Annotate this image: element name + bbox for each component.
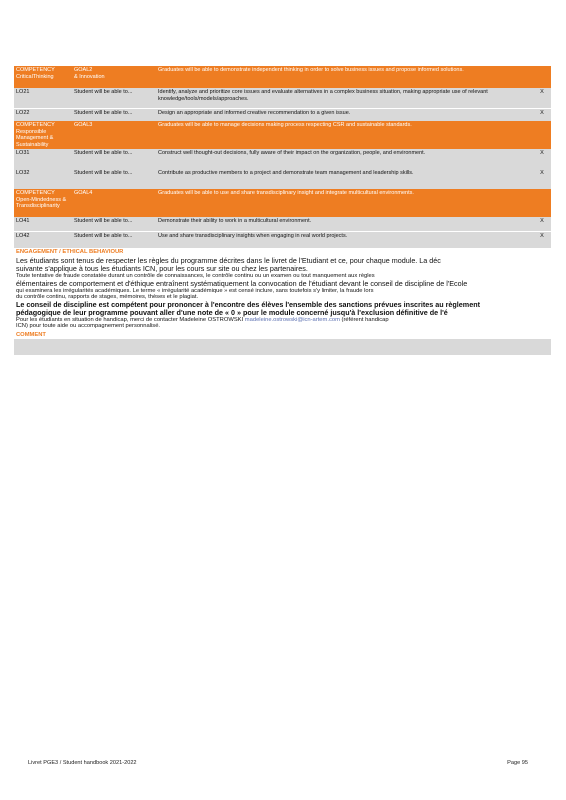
engagement-p2c: qui examinera les irrégularités académiques. Le terme « irrégularité académique » est censé inclure, sans toutefois s'y limiter, la fraude lors — [16, 287, 374, 294]
engagement-p2b: élémentaires de comportement et d'éthique entraînent systématiquement la convocation de l'étudiant devant le conseil de discipline de l'Ecole — [16, 279, 468, 288]
lo-lead: Student will be able to... — [74, 233, 133, 239]
page-number: Page 95 — [507, 760, 528, 766]
lo-description: Identify, analyze and prioritize core issues and evaluate alternatives in a complex business situation, making appropriate use of relevant knowledge/tools/models/approaches. — [158, 89, 488, 102]
page-footer — [28, 760, 528, 766]
table-row — [14, 149, 551, 169]
engagement-p4-tail: (référent handicap — [341, 316, 389, 323]
comment-box — [14, 339, 551, 355]
lo-lead: Student will be able to... — [74, 150, 133, 156]
engagement-p3b: pédagogique de leur programme pouvant aller d'une note de « 0 » pour le module concerné jusqu'à l'exclusion définitive de l'é — [16, 308, 448, 317]
lo-code: LO21 — [16, 89, 30, 95]
handicap-contact-link[interactable]: madeleine.ostrowski@icn-artem.com — [244, 316, 340, 323]
goal2-description: Graduates will be able to demonstrate independent thinking in order to solve business issues and propose informed solutions. — [158, 67, 464, 73]
lo-mark: X — [540, 170, 544, 176]
goal3-description: Graduates will be able to manage decisions making process respecting CSR and sustainable standards. — [158, 122, 412, 128]
lo-description: Demonstrate their ability to work in a multicultural environment. — [158, 218, 312, 224]
lo-mark: X — [540, 233, 544, 239]
lo-description: Use and share transdisciplinary insights when engaging in real world projects. — [158, 233, 348, 239]
lo-lead: Student will be able to... — [74, 218, 133, 224]
lo-mark: X — [540, 150, 544, 156]
lo-mark: X — [540, 110, 544, 116]
goal4-competency: COMPETENCY Open-Mindedness & Transdisciplinarity — [16, 190, 67, 209]
goal3-competency: COMPETENCY Responsible Management & Sustainability — [16, 122, 55, 148]
goal3-header — [14, 121, 551, 149]
footer-left: Livret PGE3 / Student handbook 2021-2022 — [28, 760, 137, 766]
comment-title: COMMENT — [16, 331, 46, 338]
lo-mark: X — [540, 89, 544, 95]
goal4-label: GOAL4 — [74, 190, 93, 196]
lo-lead: Student will be able to... — [74, 110, 133, 116]
lo-lead: Student will be able to... — [74, 170, 133, 176]
lo-lead: Student will be able to... — [74, 89, 133, 95]
lo-code: LO31 — [16, 150, 30, 156]
engagement-p2: Toute tentative de fraude constatée durant un contrôle de connaissances, le contrôle continu ou un examen ou tout manquement aux règles — [16, 273, 375, 279]
lo-code: LO42 — [16, 233, 30, 239]
lo-code: LO22 — [16, 110, 30, 116]
engagement-p1b: suivante s'applique à tous les étudiants ICN, pour les cours sur site ou chez les partenaires. — [16, 264, 308, 273]
engagement-p4-line — [16, 317, 549, 324]
lo-mark: X — [540, 218, 544, 224]
engagement-title: ENGAGEMENT / ETHICAL BEHAVIOUR — [16, 249, 124, 255]
goal3-label: GOAL3 — [74, 122, 93, 128]
engagement-p1: Les étudiants sont tenus de respecter les règles du programme décrites dans le livret de l'Etudiant et ce, pour chaque module. La déc — [16, 257, 441, 265]
table-row — [14, 232, 551, 248]
table-row — [14, 217, 551, 231]
goal2-competency: COMPETENCY CriticalThinking — [16, 67, 55, 80]
goal4-header — [14, 189, 551, 217]
engagement-p2d: du contrôle continu, rapports de stages, mémoires, thèses et le plagiat. — [16, 294, 199, 301]
table-row — [14, 109, 551, 121]
engagement-body — [14, 256, 551, 331]
lo-description: Construct well thought-out decisions, fully aware of their impact on the organization, people, and environment. — [158, 150, 426, 156]
table-row — [14, 169, 551, 189]
goal2-label: GOAL2 & Innovation — [74, 67, 105, 80]
goal2-header — [14, 66, 551, 88]
table-row — [14, 88, 551, 108]
engagement-p4: Pour les étudiants en situation de handicap, merci de contacter Madeleine OSTROWSKI — [16, 316, 244, 323]
goal4-description: Graduates will be able to use and share transdisciplinary insight and integrate multicultural environments. — [158, 190, 414, 196]
engagement-p3: Le conseil de discipline est compétent pour prononcer à l'encontre des élèves l'ensemble des sanctions prévues inscrites au règlement — [16, 300, 480, 309]
lo-code: LO41 — [16, 218, 30, 224]
lo-code: LO32 — [16, 170, 30, 176]
engagement-p4b: ICN) pour toute aide ou accompagnement personnalisé. — [16, 323, 161, 330]
lo-description: Contribute as productive members to a project and demonstrate team management and leadership skills. — [158, 170, 414, 176]
handbook-page — [14, 66, 551, 355]
lo-description: Design an appropriate and informed creative recommendation to a given issue. — [158, 110, 351, 116]
